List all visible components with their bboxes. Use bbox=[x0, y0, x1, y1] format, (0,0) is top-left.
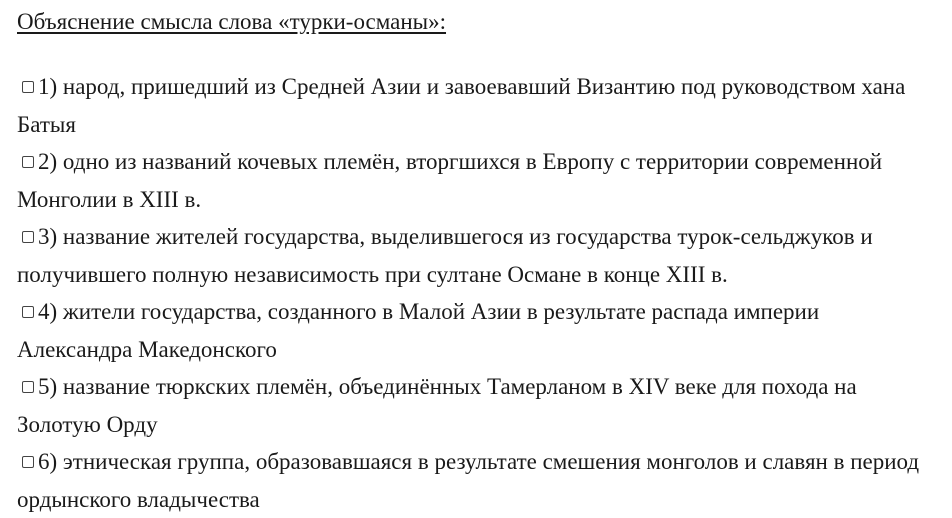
checkbox[interactable] bbox=[22, 81, 34, 93]
answer-option-3[interactable] bbox=[17, 218, 940, 293]
answer-option-5[interactable] bbox=[17, 368, 940, 443]
checkbox[interactable] bbox=[22, 156, 34, 168]
answer-option-text: 1) народ, пришедший из Средней Азии и завоевавший Византию под руководством хана Батыя bbox=[17, 74, 906, 137]
checkbox[interactable] bbox=[22, 381, 34, 393]
answer-option-4[interactable] bbox=[17, 293, 940, 368]
question-title: Объяснение смысла слова «турки-османы»: bbox=[17, 9, 447, 34]
answer-option-1[interactable] bbox=[17, 68, 940, 143]
answer-option-text: 2) одно из названий кочевых племён, вторгшихся в Европу с территории современной Монголии в XIII в. bbox=[17, 149, 883, 212]
checkbox[interactable] bbox=[22, 306, 34, 318]
answer-option-2[interactable] bbox=[17, 143, 940, 218]
answer-option-text: 5) название тюркских племён, объединённых Тамерланом в XIV веке для похода на Золотую Орду bbox=[17, 374, 857, 437]
answer-options bbox=[17, 68, 940, 518]
answer-option-6[interactable] bbox=[17, 443, 940, 518]
answer-option-text: 6) этническая группа, образовавшаяся в результате смешения монголов и славян в период ордынского владычества bbox=[17, 449, 920, 512]
answer-option-text: 3) название жителей государства, выделившегося из государства турок-сельджуков и получившего полную независимость при султане Османе в конце XIII в. bbox=[17, 224, 873, 287]
answer-option-text: 4) жители государства, созданного в Малой Азии в результате распада империи Александра Македонского bbox=[17, 299, 820, 362]
checkbox[interactable] bbox=[22, 231, 34, 243]
checkbox[interactable] bbox=[22, 456, 34, 468]
